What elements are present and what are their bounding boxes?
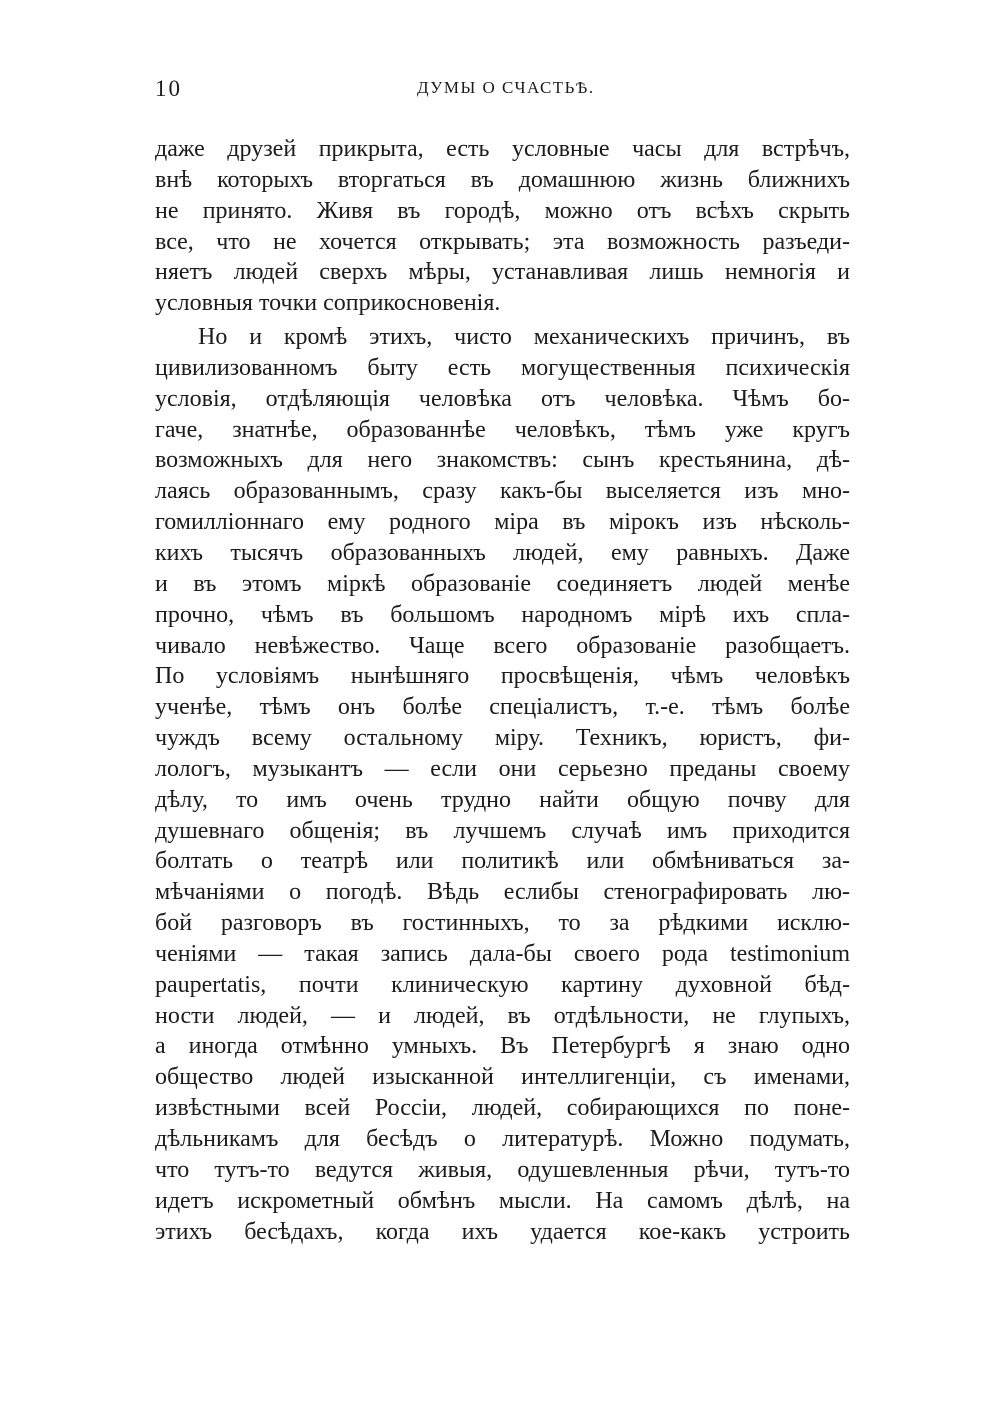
text-line: болтать о театрѣ или политикѣ или обмѣниваться за- xyxy=(155,848,850,875)
text-line: бой разговоръ въ гостинныхъ, то за рѣдкими исклю- xyxy=(155,910,850,937)
text-line: няетъ людей сверхъ мѣры, устанавливая лишь немногія и xyxy=(155,259,850,286)
text-line: paupertatis, почти клиническую картину духовной бѣд- xyxy=(155,971,850,998)
text-line: и въ этомъ міркѣ образованіе соединяетъ людей менѣе xyxy=(155,570,850,597)
text-line: гаче, знатнѣе, образованнѣе человѣкъ, тѣмъ уже кругъ xyxy=(155,416,850,443)
text-line: прочно, чѣмъ въ большомъ народномъ мірѣ ихъ спла- xyxy=(155,601,850,628)
text-line: а иногда отмѣнно умныхъ. Въ Петербургѣ я знаю одно xyxy=(155,1033,850,1060)
body-text xyxy=(155,134,850,1247)
text-line: возможныхъ для него знакомствъ: сынъ крестьянина, дѣ- xyxy=(155,447,850,474)
text-line: кихъ тысячъ образованныхъ людей, ему равныхъ. Даже xyxy=(155,539,850,566)
text-line: извѣстными всей Россіи, людей, собирающихся по поне- xyxy=(155,1095,850,1122)
text-line: дѣльникамъ для бесѣдъ о литературѣ. Можно подумать, xyxy=(155,1126,850,1152)
paragraph-2 xyxy=(155,322,850,1247)
text-line: ученѣе, тѣмъ онъ болѣе спеціалистъ, т.-е. тѣмъ болѣе xyxy=(155,694,850,721)
text-line: условія, отдѣляющія человѣка отъ человѣка. Чѣмъ бо- xyxy=(155,385,850,412)
text-line: Но и кромѣ этихъ, чисто механическихъ причинъ, въ xyxy=(198,324,850,351)
text-line: дѣлу, то имъ очень трудно найти общую почву для xyxy=(155,786,850,813)
paragraph-1 xyxy=(155,134,850,319)
text-line: ности людей, — и людей, въ отдѣльности, не глупыхъ, xyxy=(155,1002,850,1029)
text-line: этихъ бесѣдахъ, когда ихъ удается кое-какъ устроить xyxy=(155,1218,850,1245)
running-title: ДУМЫ О СЧАСТЬѢ. xyxy=(417,78,595,97)
text-line: условныя точки соприкосновенія. xyxy=(155,290,501,317)
text-line: внѣ которыхъ вторгаться въ домашнюю жизнь ближнихъ xyxy=(155,166,850,193)
text-line: душевнаго общенія; въ лучшемъ случаѣ имъ приходится xyxy=(155,817,850,844)
text-line: По условіямъ нынѣшняго просвѣщенія, чѣмъ человѣкъ xyxy=(155,663,850,690)
text-line: все, что не хочется открывать; эта возможность разъеди- xyxy=(155,228,850,255)
text-line: чуждъ всему остальному міру. Техникъ, юристъ, фи- xyxy=(155,725,850,752)
text-line: ченіями — такая запись далa-бы своего рода testimonium xyxy=(155,940,850,967)
text-line: идетъ искрометный обмѣнъ мысли. На самомъ дѣлѣ, на xyxy=(155,1187,850,1214)
text-line: чивало невѣжество. Чаще всего образованіе разобщаетъ. xyxy=(155,632,850,659)
text-line: цивилизованномъ быту есть могущественныя психическія xyxy=(155,354,850,381)
text-line: мѣчаніями о погодѣ. Вѣдь еслибы стенографировать лю- xyxy=(155,879,850,906)
text-line: что тутъ-то ведутся живыя, одушевленныя рѣчи, тутъ-то xyxy=(155,1156,850,1183)
text-line: лологъ, музыкантъ — если они серьезно преданы своему xyxy=(155,755,850,782)
page-number: 10 xyxy=(155,76,182,101)
text-line: лаясь образованнымъ, сразу какъ-бы выселяется изъ мно- xyxy=(155,478,850,505)
text-line: общество людей изысканной интеллигенціи, съ именами, xyxy=(155,1064,850,1091)
text-line: даже друзей прикрыта, есть условные часы для встрѣчъ, xyxy=(155,136,850,162)
text-line: не принято. Живя въ городѣ, можно отъ всѣхъ скрыть xyxy=(155,197,850,224)
text-line: гомилліоннаго ему родного міра въ мірокъ изъ нѣсколь- xyxy=(155,509,850,536)
running-head xyxy=(155,76,850,106)
